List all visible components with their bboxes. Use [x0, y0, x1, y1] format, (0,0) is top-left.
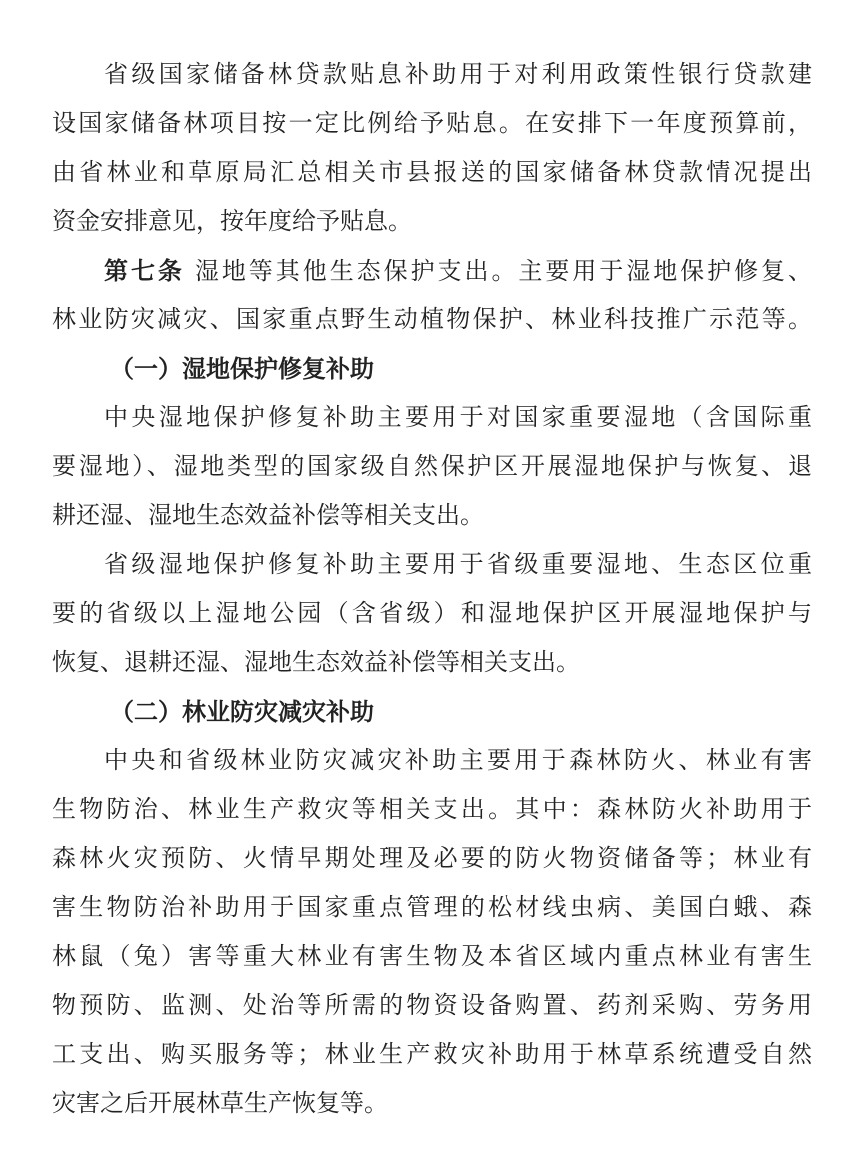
text-line: 林鼠（兔）害等重大林业有害生物及本省区域内重点林业有害生	[52, 942, 812, 970]
text-line: 设国家储备林项目按一定比例给予贴息。在安排下一年度预算前，	[52, 109, 812, 137]
paragraph-loan-subsidy	[52, 50, 812, 246]
text-line: 工支出、购买服务等；林业生产救灾补助用于林草系统遭受自然	[52, 1040, 812, 1068]
text-line: 省级国家储备林贷款贴息补助用于对利用政策性银行贷款建	[104, 60, 812, 88]
article-seven-line	[52, 246, 812, 295]
section-heading-disaster: （二）林业防灾减灾补助	[110, 697, 374, 726]
article-seven-text: 湿地等其他生态保护支出。主要用于湿地保护修复、	[194, 257, 813, 285]
text-line: 资金安排意见，按年度给予贴息。	[52, 207, 412, 235]
text-line: 林业防灾减灾、国家重点野生动植物保护、林业科技推广示范等。	[52, 305, 812, 333]
text-line: 中央和省级林业防灾减灾补助主要用于森林防火、林业有害	[104, 746, 812, 774]
text-line: 由省林业和草原局汇总相关市县报送的国家储备林贷款情况提出	[52, 158, 812, 186]
text-line: 中央湿地保护修复补助主要用于对国家重要湿地（含国际重	[104, 403, 812, 431]
text-line: 森林火灾预防、火情早期处理及必要的防火物资储备等；林业有	[52, 844, 812, 872]
text-line: 恢复、退耕还湿、湿地生态效益补偿等相关支出。	[52, 648, 580, 676]
text-line: 害生物防治补助用于国家重点管理的松材线虫病、美国白蛾、森	[52, 893, 812, 921]
paragraph-central-wetland	[52, 393, 812, 540]
text-line: 生物防治、林业生产救灾等相关支出。其中：森林防火补助用于	[52, 795, 812, 823]
text-line: 耕还湿、湿地生态效益补偿等相关支出。	[52, 501, 484, 529]
text-line: 灾害之后开展林草生产恢复等。	[52, 1089, 388, 1117]
paragraph-provincial-wetland	[52, 540, 812, 687]
paragraph-disaster-prevention	[52, 736, 812, 1128]
article-number: 第七条	[104, 256, 185, 285]
text-line: 物预防、监测、处治等所需的物资设备购置、药剂采购、劳务用	[52, 991, 812, 1019]
section-heading-wetland: （一）湿地保护修复补助	[110, 354, 374, 383]
document-body	[52, 50, 812, 1128]
text-line: 要的省级以上湿地公园（含省级）和湿地保护区开展湿地保护与	[52, 599, 812, 627]
text-line: 省级湿地保护修复补助主要用于省级重要湿地、生态区位重	[104, 550, 812, 578]
text-line: 要湿地）、湿地类型的国家级自然保护区开展湿地保护与恢复、退	[52, 452, 812, 480]
article-seven	[52, 246, 812, 344]
